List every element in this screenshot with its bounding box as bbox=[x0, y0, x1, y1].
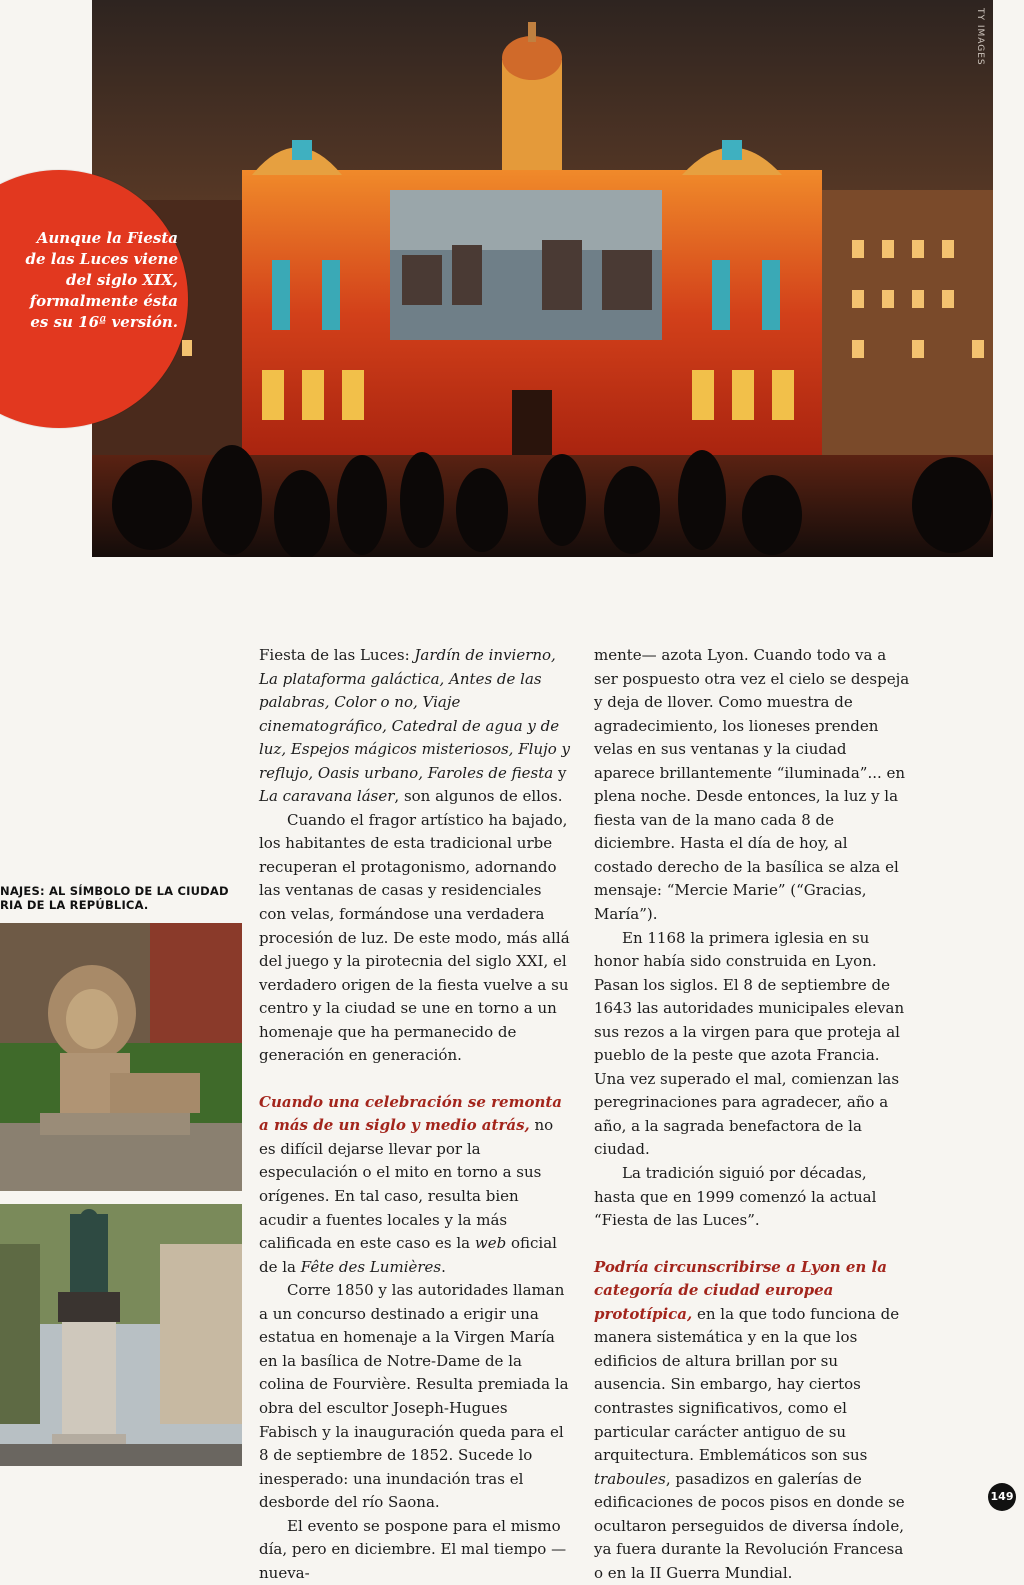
paragraph: La tradición siguió por décadas, hasta que en 1999 comenzó la actual “Fiesta de las Luces”. bbox=[594, 1164, 877, 1230]
text-run: Fiesta de las Luces: bbox=[259, 646, 415, 664]
caption-line: RIA DE LA REPÚBLICA. bbox=[0, 898, 149, 912]
text-run-italic: web bbox=[474, 1234, 507, 1253]
quote-badge-text bbox=[0, 228, 178, 333]
paragraph: Corre 1850 y las autoridades llaman a un concurso destinado a erigir una estatua en homenaje a la Virgen María en la basílica de Notre-Dame de la colina de Fourvière. Resulta premiada la obra del escultor Joseph-Hugues Fabisch y la inauguración queda para el 8 de septiembre de 1852. Sucede lo inesperado: una inundación tras el desborde del río Saona. bbox=[259, 1281, 569, 1512]
article-column-1 bbox=[259, 644, 570, 1585]
illuminated-building-illustration bbox=[92, 0, 993, 557]
text-run: y bbox=[553, 763, 567, 782]
badge-line: del siglo XIX, bbox=[65, 271, 178, 289]
photo-caption bbox=[0, 884, 242, 912]
text-run: , son algunos de ellos. bbox=[394, 787, 563, 806]
page-number: 149 bbox=[988, 1483, 1016, 1511]
text-run-italic: La caravana láser bbox=[259, 787, 395, 806]
badge-line: es su 16ª versión. bbox=[30, 313, 178, 331]
paragraph: Cuando el fragor artístico ha bajado, los habitantes de esta tradicional urbe recuperan el protagonismo, adornando las ventanas de casas y residenciales con velas, formándose una verdadera procesión de luz. De este modo, más allá del juego y la pirotecnia del siglo XXI, el verdadero origen de la fiesta vuelve a su centro y la ciudad se une en torno a un homenaje que ha permanecido de generación en generación. bbox=[259, 810, 570, 1065]
paragraph: En 1168 la primera iglesia en su honor había sido construida en Lyon. Pasan los siglos. El 8 de septiembre de 1643 las autoridades municipales elevan sus rezos a la virgen para que proteja al pueblo de la peste que azota Francia. Una vez superado el mal, comienzan las peregrinaciones para agradecer, año a año, a la sagrada benefactora de la ciudad. bbox=[594, 928, 905, 1159]
hero-photo bbox=[92, 0, 993, 557]
text-run: no es difícil dejarse llevar por la especulación o el mito en torno a sus orígenes. En tal caso, resulta bien acudir a fuentes locales y la más calificada en este caso es la bbox=[259, 1116, 554, 1253]
badge-line: formalmente ésta bbox=[29, 292, 178, 310]
text-run-italic: Jardín de invierno, La plataforma galáctica, Antes de las palabras, Color o no, Viaje cinematográfico, Catedral de agua y de luz, Espejos mágicos misteriosos, Flujo y reflujo, Oasis urbano, Faroles de fiesta bbox=[259, 646, 571, 782]
paragraph: mente— azota Lyon. Cuando todo va a ser pospuesto otra vez el cielo se despeja y deja de llover. Como muestra de agradecimiento, los lioneses prenden velas en sus ventanas y la ciudad aparece brillantemente “iluminada”... en plena noche. Desde entonces, la luz y la fiesta van de la mano cada 8 de diciembre. Hasta el día de hoy, al costado derecho de la basílica se alza el mensaje: “Mercie Marie” (“Gracias, María”). bbox=[594, 646, 910, 924]
badge-line: de las Luces viene bbox=[25, 250, 178, 268]
paragraph bbox=[594, 1256, 910, 1585]
photo-credit: TY IMAGES bbox=[975, 8, 985, 66]
lead-in: Podría circunscribirse a Lyon en la categoría de ciudad europea prototípica, bbox=[594, 1257, 887, 1323]
text-run: , pasadizos en galerías de edificaciones de pocos pisos en donde se ocultaron perseguidos de diversa índole, ya fuera durante la Revolución Francesa o en la II Guerra Mundial. bbox=[594, 1469, 905, 1582]
text-run-italic: traboules bbox=[594, 1469, 666, 1488]
lead-in: Cuando una celebración se remonta a más de un siglo y medio atrás, bbox=[259, 1092, 563, 1135]
text-run: en la que todo funciona de manera sistemática y en la que los edificios de altura brillan por su ausencia. Sin embargo, hay ciertos contrastes significativos, como el particular carácter antiguo de su arquitectura. Emblemáticos son sus bbox=[594, 1304, 900, 1465]
lion-statue-photo bbox=[0, 923, 242, 1191]
badge-line: Aunque la Fiesta bbox=[36, 229, 178, 247]
text-run: oficial de la bbox=[259, 1234, 557, 1276]
paragraph: El evento se pospone para el mismo día, pero en diciembre. El mal tiempo —nueva- bbox=[259, 1516, 567, 1582]
paragraph bbox=[259, 1091, 570, 1279]
paragraph bbox=[259, 644, 570, 809]
text-run: . bbox=[441, 1257, 446, 1276]
article-column-2 bbox=[594, 644, 910, 1585]
virgin-statue-photo bbox=[0, 1204, 242, 1466]
text-run-italic: Fête des Lumières bbox=[300, 1257, 442, 1276]
caption-line: NAJES: AL SÍMBOLO DE LA CIUDAD bbox=[0, 884, 229, 898]
